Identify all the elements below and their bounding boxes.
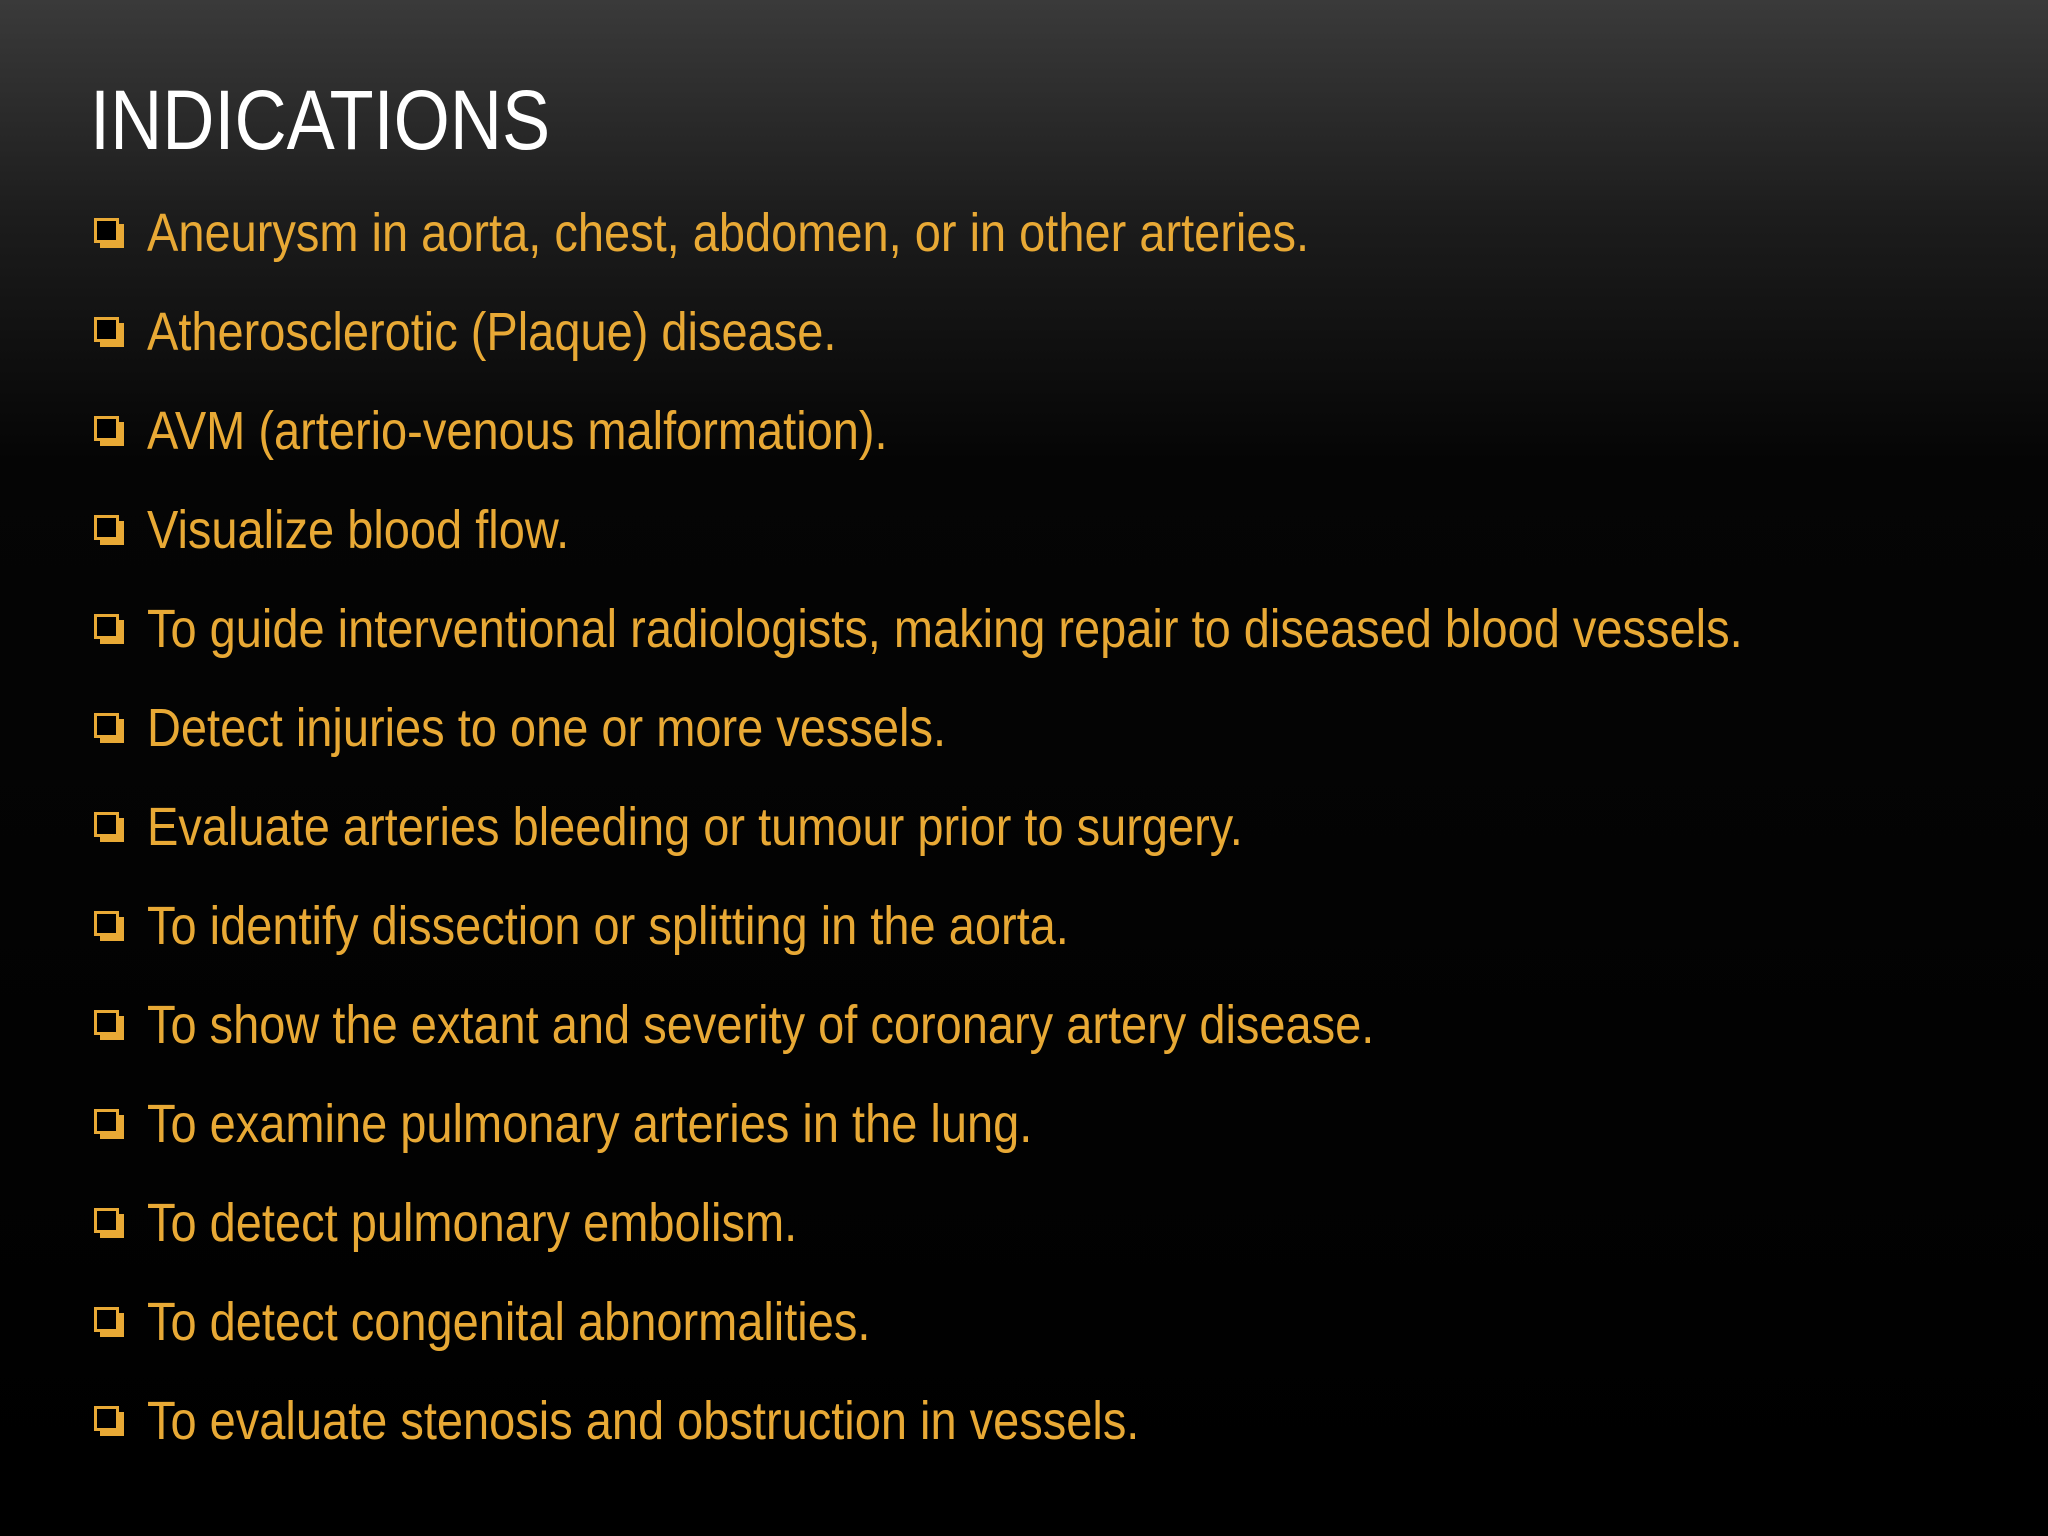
- list-item-text: Evaluate arteries bleeding or tumour prior to surgery.: [147, 796, 1243, 857]
- checkbox-square-icon: [94, 713, 124, 743]
- list-item-text: To show the extant and severity of coronary artery disease.: [147, 994, 1375, 1055]
- list-item: [94, 1173, 1981, 1272]
- checkbox-square-icon: [94, 1406, 124, 1436]
- list-item-text: Detect injuries to one or more vessels.: [147, 697, 947, 758]
- list-item-text: To examine pulmonary arteries in the lung.: [147, 1093, 1033, 1154]
- list-item-text: To guide interventional radiologists, making repair to diseased blood vessels.: [147, 598, 1743, 659]
- list-item-text: Visualize blood flow.: [147, 499, 570, 560]
- list-item: [94, 381, 1981, 480]
- list-item-text: AVM (arterio-venous malformation).: [147, 400, 888, 461]
- list-item: [94, 579, 1981, 678]
- list-item-text: Aneurysm in aorta, chest, abdomen, or in other arteries.: [147, 202, 1310, 263]
- slide-title: INDICATIONS: [90, 73, 551, 167]
- list-item: [94, 876, 1981, 975]
- checkbox-square-icon: [94, 614, 124, 644]
- list-item-text: To identify dissection or splitting in the aorta.: [147, 895, 1069, 956]
- list-item-text: Atherosclerotic (Plaque) disease.: [147, 301, 837, 362]
- list-item: [94, 183, 1981, 282]
- list-item: [94, 1272, 1981, 1371]
- checkbox-square-icon: [94, 1109, 124, 1139]
- list-item: [94, 1371, 1981, 1470]
- indications-list: [94, 183, 1981, 1470]
- list-item: [94, 480, 1981, 579]
- checkbox-square-icon: [94, 515, 124, 545]
- checkbox-square-icon: [94, 416, 124, 446]
- list-item: [94, 777, 1981, 876]
- list-item: [94, 975, 1981, 1074]
- checkbox-square-icon: [94, 911, 124, 941]
- checkbox-square-icon: [94, 317, 124, 347]
- list-item: [94, 282, 1981, 381]
- list-item: [94, 678, 1981, 777]
- checkbox-square-icon: [94, 218, 124, 248]
- checkbox-square-icon: [94, 1010, 124, 1040]
- checkbox-square-icon: [94, 1307, 124, 1337]
- list-item: [94, 1074, 1981, 1173]
- checkbox-square-icon: [94, 812, 124, 842]
- list-item-text: To evaluate stenosis and obstruction in vessels.: [147, 1390, 1140, 1451]
- list-item-text: To detect pulmonary embolism.: [147, 1192, 798, 1253]
- list-item-text: To detect congenital abnormalities.: [147, 1291, 871, 1352]
- checkbox-square-icon: [94, 1208, 124, 1238]
